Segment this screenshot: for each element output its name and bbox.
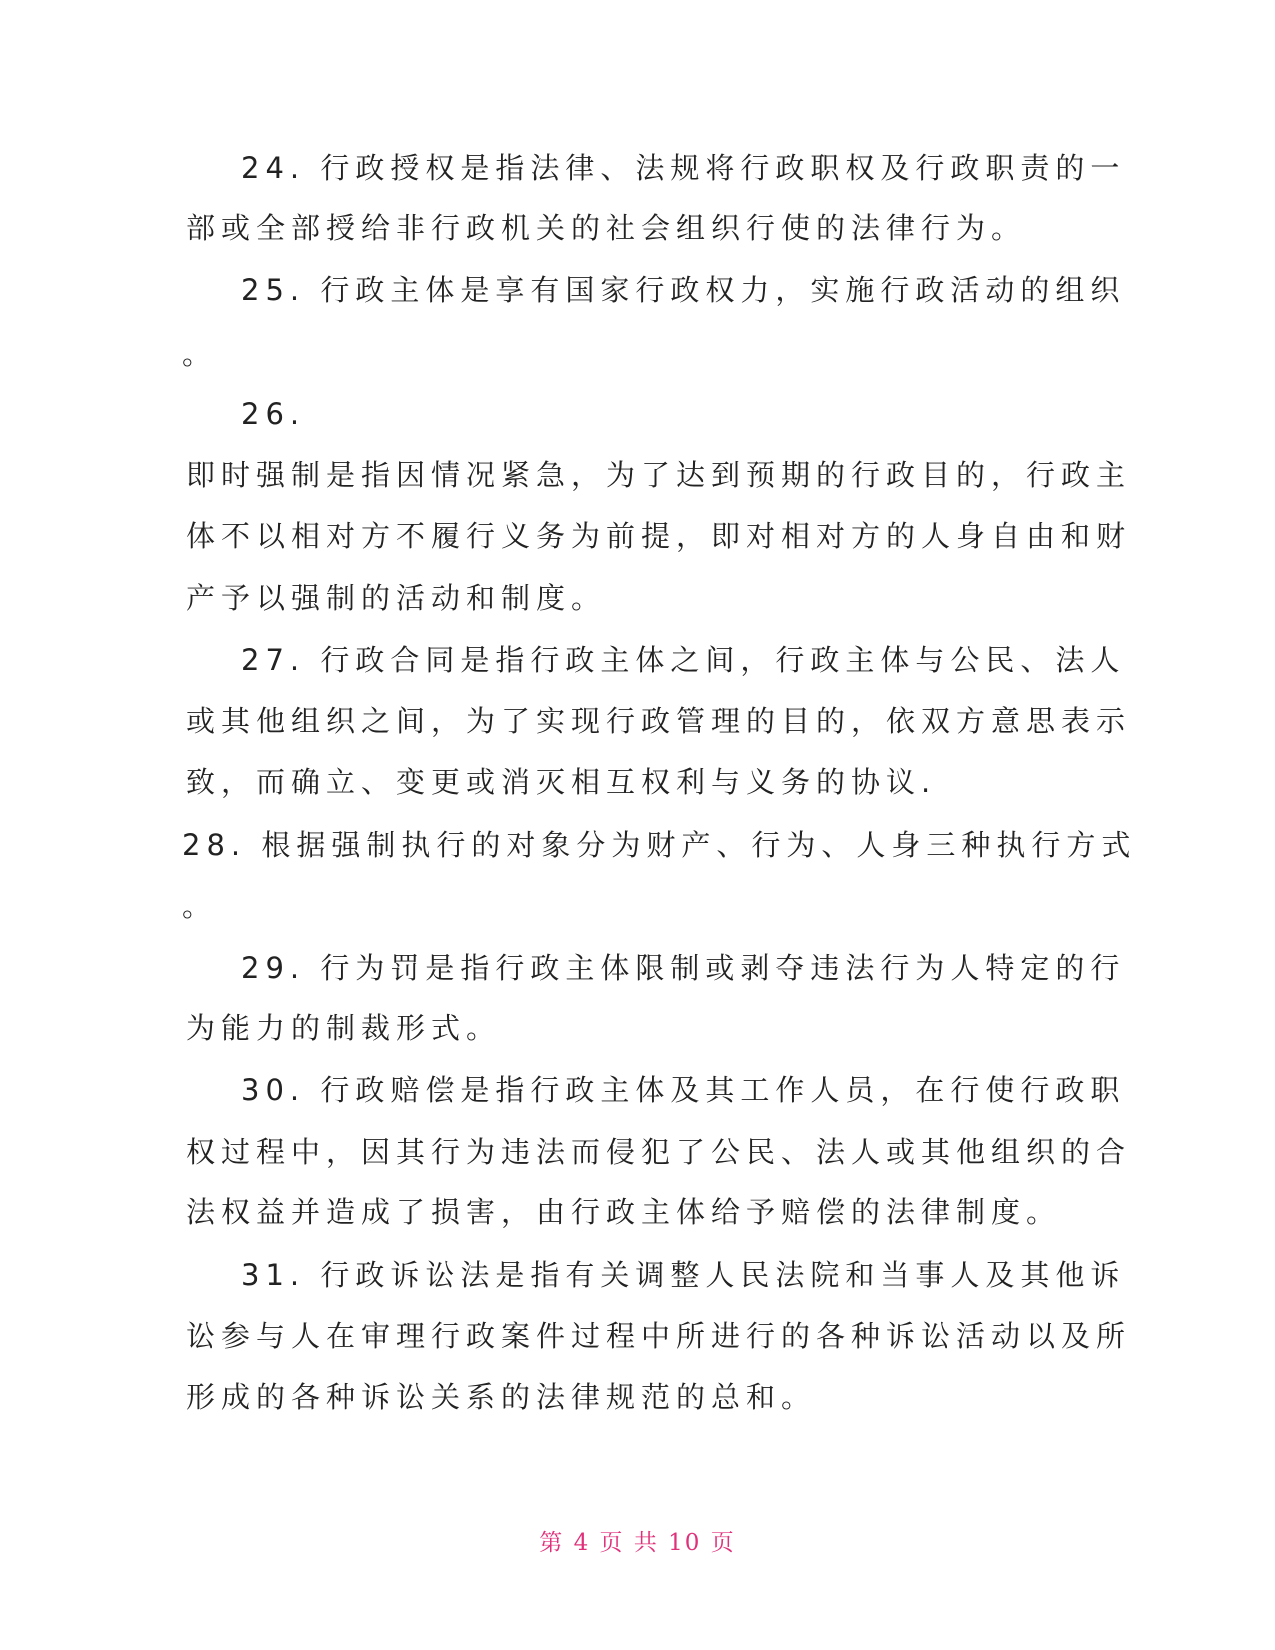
text-line: 28. 根据强制执行的对象分为财产、行为、人身三种执行方式: [182, 828, 1137, 862]
text-line: 29. 行为罚是指行政主体限制或剥夺违法行为人特定的行: [241, 951, 1126, 985]
text-line: 30. 行政赔偿是指行政主体及其工作人员，在行使行政职: [241, 1073, 1126, 1107]
text-line: 。: [182, 337, 218, 371]
text-line: 为能力的制裁形式。: [186, 1011, 502, 1045]
text-line: 权过程中，因其行为违法而侵犯了公民、法人或其他组织的合: [186, 1135, 1132, 1169]
text-line: 。: [182, 889, 218, 923]
page-number-footer: 第 4 页 共 10 页: [539, 1530, 736, 1556]
text-line: 或其他组织之间，为了实现行政管理的目的，依双方意思表示: [186, 704, 1132, 738]
text-line: 26.: [241, 397, 306, 431]
text-line: 形成的各种诉讼关系的法律规范的总和。: [186, 1380, 817, 1414]
text-line: 产予以强制的活动和制度。: [186, 581, 607, 615]
text-line: 27. 行政合同是指行政主体之间，行政主体与公民、法人: [241, 643, 1126, 677]
text-line: 25. 行政主体是享有国家行政权力，实施行政活动的组织: [241, 273, 1126, 307]
text-line: 讼参与人在审理行政案件过程中所进行的各种诉讼活动以及所: [186, 1319, 1132, 1353]
text-line: 部或全部授给非行政机关的社会组织行使的法律行为。: [186, 211, 1027, 245]
text-line: 24. 行政授权是指法律、法规将行政职权及行政职责的一: [241, 151, 1126, 185]
text-line: 致，而确立、变更或消灭相互权利与义务的协议.: [186, 765, 937, 799]
text-line: 即时强制是指因情况紧急，为了达到预期的行政目的，行政主: [186, 458, 1132, 492]
text-line: 体不以相对方不履行义务为前提，即对相对方的人身自由和财: [186, 519, 1132, 553]
text-line: 法权益并造成了损害，由行政主体给予赔偿的法律制度。: [186, 1195, 1062, 1229]
text-line: 31. 行政诉讼法是指有关调整人民法院和当事人及其他诉: [241, 1258, 1126, 1292]
